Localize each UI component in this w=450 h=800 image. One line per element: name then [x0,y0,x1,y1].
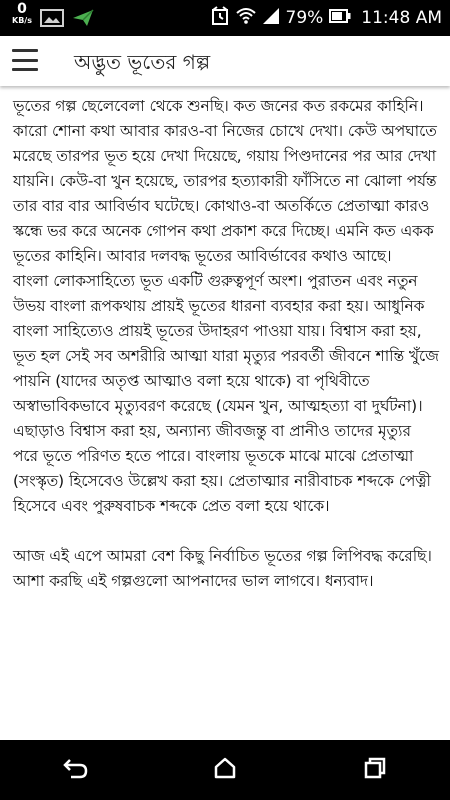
signal-icon [262,7,280,30]
recents-button[interactable] [345,740,405,800]
navigation-bar [0,740,450,800]
back-icon [62,757,88,783]
recents-icon [363,756,387,784]
page-title: অদ্ভুত ভূতের গল্প [74,50,211,74]
network-speed-unit: KB/s [12,16,32,25]
paragraph-2: বাংলা লোকসাহিত্যে ভূত একটি গুরুত্বপূর্ণ অংশ। পুরাতন এবং নতুন উভয় বাংলা রূপকথায় প্রায়ই ভূতের ধারনা ব্যবহার করা হয়। আধুনিক বাংলা সাহিত্যেও প্রায়ই ভূতের উদাহরণ পাওয়া যায়। বিশ্বাস করা হয়, ভূত হল সেই সব অশরীরি আত্মা যারা মৃত্যুর পরবর্তী জীবনে শান্তি খুঁজে পায়নি (যাদের অতৃপ্ত আত্মাও বলা হয়ে থাকে) বা পৃথিবীতে অস্বাভাবিকভাবে মৃত্যুবরণ করেছে (যেমন খুন, আত্মহত্যা বা দুর্ঘটনা)। এছাড়াও বিশ্বাস করা হয়, অন্যান্য জীবজন্তু বা প্রানীও তাদের মৃত্যুর পরে ভূতে পরিণত হতে পারে। বাংলায় ভূতকে মাঝে মাঝে প্রেতাত্মা (সংস্কৃত) হিসেবেও উল্লেখ করা হয়। প্রেতাত্মার নারীবাচক শব্দকে পেত্নী হিসেবে এবং পুরুষবাচক শব্দকে প্রেত বলা হয়ে থাকে। [13,272,439,515]
send-icon [72,8,94,32]
home-icon [213,756,237,784]
wifi-icon [236,7,256,30]
menu-icon[interactable] [12,49,38,71]
app-bar [0,36,450,86]
story-intro[interactable] [0,86,450,740]
status-right [210,0,443,36]
notification-icons [40,8,94,32]
home-button[interactable] [195,740,255,800]
paragraph-3: আজ এই এপে আমরা বেশ কিছু নির্বাচিত ভূতের গল্প লিপিবদ্ধ করেছি। আশা করছি এই গল্পগুলো আপনাদের ভাল লাগবে। ধন্যবাদ। [13,547,432,590]
back-button[interactable] [45,740,105,800]
network-speed [6,2,38,25]
image-icon [40,8,64,32]
network-speed-value: 0 [17,1,27,17]
battery-percent: 79% [285,8,324,28]
status-bar [0,0,450,36]
paragraph-spacer [13,519,440,544]
alarm-icon [210,6,230,31]
battery-icon [329,7,351,30]
clock: 11:48 AM [361,8,442,28]
paragraph-1: ভূতের গল্প ছেলেবেলা থেকে শুনছি। কত জনের কত রকমের কাহিনি। কারো শোনা কথা আবার কারও-বা নিজের চোখে দেখা। কেউ অপঘাতে মরেছে তারপর ভূত হয়ে দেখা দিয়েছে, গয়ায় পিণ্ডদানের পর আর দেখা যায়নি। কেউ-বা খুন হয়েছে, তারপর হত্যাকারী ফাঁসিতে না ঝোলা পর্যন্ত তার বার বার আবির্ভাব ঘটেছে। কোথাও-বা অতর্কিতে প্রেতাত্মা কারও স্কন্ধে ভর করে অনেক গোপন কথা প্রকাশ করে দিচ্ছে। এমনি কত একক ভূতের কাহিনি। আবার দলবদ্ধ ভূতের আবির্ভাবের কথাও আছে। [13,97,437,265]
